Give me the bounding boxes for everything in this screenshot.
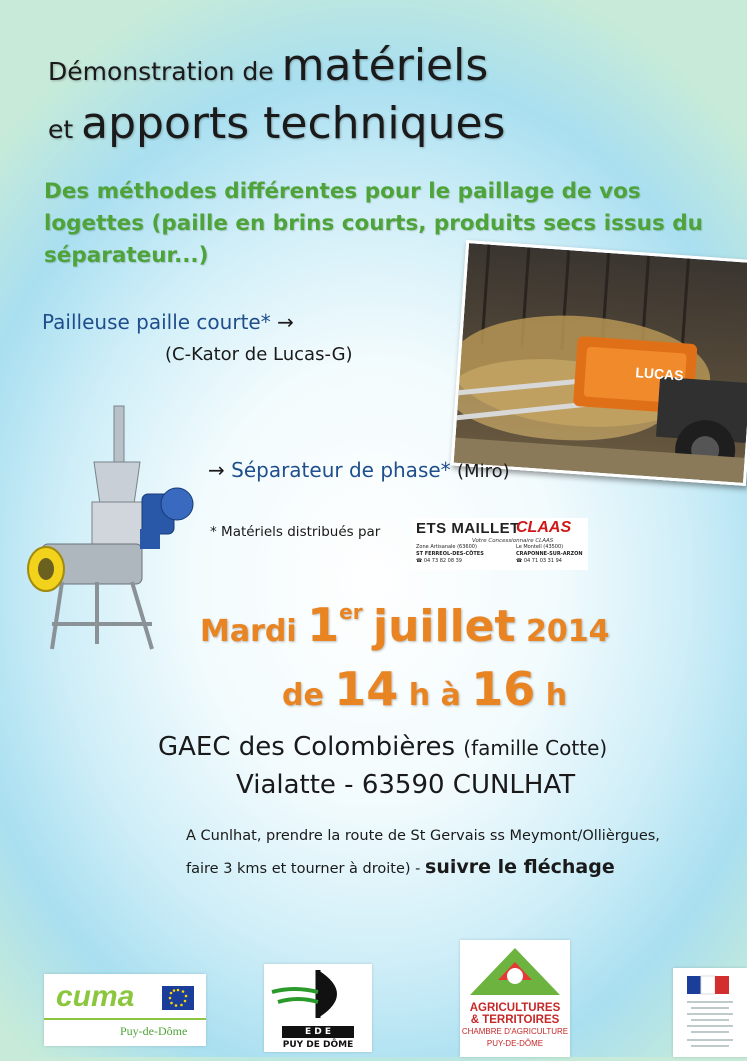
- event-time-h-end: h: [545, 678, 568, 713]
- arrow-icon: →: [277, 310, 294, 334]
- title-small-1: Démonstration de: [48, 57, 274, 86]
- chambre-agriculture-logo: [460, 940, 570, 1057]
- event-day: Mardi: [200, 614, 297, 649]
- maillet-claas-logo: [412, 518, 588, 570]
- title-big-1: matériels: [281, 40, 489, 91]
- event-time-start: 14: [334, 662, 399, 716]
- maillet-right-addr2: CRAPONNE-SUR-ARZON: [516, 551, 583, 557]
- cuma-sub: Puy-de-Dôme: [120, 1024, 188, 1038]
- ede-logo: [264, 964, 372, 1052]
- maillet-left-addr2: ST FERREOL-DES-CÔTES: [416, 551, 484, 557]
- event-time-end: 16: [471, 662, 536, 716]
- cuma-text: cuma: [56, 980, 135, 1013]
- pailleuse-label: [42, 310, 294, 334]
- event-day-sup: er: [339, 600, 363, 624]
- title-line-1: [48, 40, 488, 91]
- directions-line-1: A Cunlhat, prendre la route de St Gervais ss Meymont/Ollièrgues,: [186, 828, 660, 844]
- event-month: juillet: [373, 601, 516, 652]
- event-date: [200, 598, 610, 652]
- separateur-sub: (Miro): [457, 461, 510, 482]
- separateur-name: Séparateur de phase*: [231, 458, 451, 482]
- maillet-left-addr1: Zone Artisanale (63600): [416, 544, 477, 550]
- location-gaec: [158, 732, 607, 762]
- maillet-right-tel: ☎ 04 71 03 31 94: [516, 558, 562, 564]
- title-big-2: apports techniques: [81, 98, 506, 149]
- location-address: Vialatte - 63590 CUNLHAT: [236, 770, 576, 800]
- separateur-label: [208, 458, 510, 482]
- directions-follow: suivre le fléchage: [425, 856, 615, 878]
- gaec-name: GAEC des Colombières: [158, 732, 455, 762]
- ede-text: E D E: [282, 1026, 354, 1038]
- subtitle: Des méthodes différentes pour le paillage de vos logettes (paille en brins courts, produits secs issus du séparateur...): [44, 179, 703, 268]
- arrow-icon: →: [208, 458, 225, 482]
- maillet-name: ETS MAILLET: [416, 520, 520, 537]
- event-time-de: de: [282, 678, 324, 713]
- title-small-2: et: [48, 115, 74, 144]
- ede-symbol-icon: [264, 964, 372, 1024]
- maillet-left-tel: ☎ 04 73 82 08 39: [416, 558, 462, 564]
- directions-text: faire 3 kms et tourner à droite) -: [186, 861, 421, 877]
- separateur-illustration: [22, 404, 202, 654]
- agri-line-4: PUY-DE-DÔME: [486, 1039, 544, 1048]
- directions-line-2: [186, 856, 615, 878]
- chambre-agriculture-symbol-icon: [460, 940, 570, 1000]
- french-republic-flag-icon: [673, 968, 747, 1057]
- agri-line-1: AGRICULTURES: [469, 1002, 561, 1014]
- agri-line-3: CHAMBRE D'AGRICULTURE: [461, 1027, 569, 1036]
- event-year: 2014: [526, 614, 610, 649]
- event-time-a: à: [440, 678, 461, 713]
- svg-text:LUCAS: LUCAS: [634, 364, 685, 384]
- title-line-2: [48, 98, 505, 149]
- claas-brand: CLAAS: [516, 519, 572, 536]
- pailleuse-photo: [450, 240, 747, 486]
- maillet-right-addr1: Le Montell (43500): [516, 544, 564, 550]
- event-day-num: 1: [307, 598, 340, 652]
- event-time: [282, 662, 567, 716]
- gaec-famille: (famille Cotte): [463, 736, 608, 760]
- eu-flag-icon: [162, 986, 194, 1010]
- pailleuse-sub: (C-Kator de Lucas-G): [165, 344, 353, 365]
- maillet-concession: Votre Concessionnaire CLAAS: [472, 538, 554, 544]
- event-time-h: h: [408, 678, 431, 713]
- ministere-logo: [673, 968, 747, 1057]
- pailleuse-name: Pailleuse paille courte*: [42, 310, 271, 334]
- agri-line-2: & TERRITOIRES: [470, 1014, 560, 1026]
- cuma-logo: [44, 974, 206, 1046]
- distrib-note: * Matériels distribués par: [210, 524, 381, 540]
- ede-sub: PUY DE DÔME: [282, 1040, 354, 1050]
